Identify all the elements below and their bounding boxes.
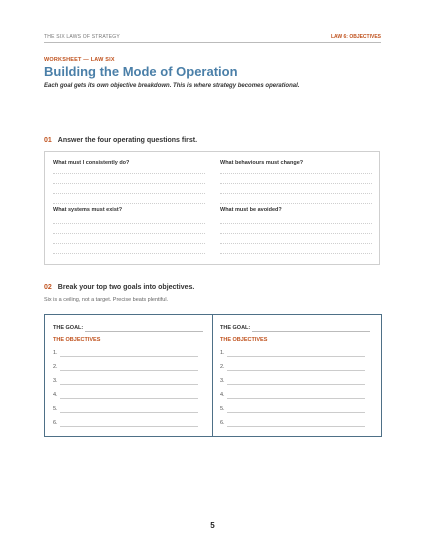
running-header-title: THE SIX LAWS OF STRATEGY <box>44 34 120 40</box>
question-cell-4 <box>220 207 380 213</box>
header-rule <box>44 42 381 43</box>
answer-line[interactable] <box>53 173 205 174</box>
objective-input-line[interactable] <box>227 426 365 427</box>
section-2-title: Break your top two goals into objectives. <box>57 284 195 291</box>
objective-input-line[interactable] <box>227 356 365 357</box>
answer-line[interactable] <box>220 223 372 224</box>
goal-input-line[interactable] <box>252 331 370 332</box>
answer-line[interactable] <box>53 223 205 224</box>
answer-line[interactable] <box>220 233 372 234</box>
answer-line[interactable] <box>53 203 205 204</box>
question-cell-1 <box>53 160 213 166</box>
questions-grid <box>44 151 380 265</box>
question-label-3: What systems must exist? <box>53 207 123 213</box>
objective-number: 5. <box>220 406 225 412</box>
objective-input-line[interactable] <box>227 384 365 385</box>
answer-line[interactable] <box>220 243 372 244</box>
objective-number: 2. <box>220 364 225 370</box>
objective-input-line[interactable] <box>60 398 198 399</box>
question-label-4: What must be avoided? <box>220 207 282 213</box>
section-1-heading <box>44 137 197 144</box>
objective-input-line[interactable] <box>227 370 365 371</box>
section-2-number: 02 <box>44 284 52 291</box>
objective-number: 1. <box>220 350 225 356</box>
objectives-heading: THE OBJECTIVES <box>220 337 268 343</box>
objective-number: 3. <box>220 378 225 384</box>
goals-box <box>44 314 382 437</box>
running-header-section: LAW 6: OBJECTIVES <box>330 34 381 40</box>
goal-input-line[interactable] <box>85 331 203 332</box>
goal-label: THE GOAL: <box>53 325 84 331</box>
goal-column-1 <box>53 315 213 436</box>
worksheet-eyebrow: WORKSHEET — LAW SIX <box>44 57 115 63</box>
section-2-heading <box>44 284 194 291</box>
objective-number: 2. <box>53 364 58 370</box>
answer-line[interactable] <box>220 173 372 174</box>
objective-number: 6. <box>220 420 225 426</box>
objective-input-line[interactable] <box>227 398 365 399</box>
section-1-number: 01 <box>44 137 52 144</box>
answer-line[interactable] <box>53 233 205 234</box>
objective-input-line[interactable] <box>60 356 198 357</box>
question-cell-3 <box>53 207 213 213</box>
answer-line[interactable] <box>220 183 372 184</box>
objective-input-line[interactable] <box>60 384 198 385</box>
answer-line[interactable] <box>53 183 205 184</box>
objective-number: 3. <box>53 378 58 384</box>
answer-line[interactable] <box>220 193 372 194</box>
question-cell-2 <box>220 160 380 166</box>
objective-number: 5. <box>53 406 58 412</box>
objective-input-line[interactable] <box>60 426 198 427</box>
objective-input-line[interactable] <box>60 412 198 413</box>
goal-label: THE GOAL: <box>220 325 251 331</box>
objectives-heading: THE OBJECTIVES <box>53 337 101 343</box>
page-number: 5 <box>210 521 215 530</box>
answer-line[interactable] <box>220 253 372 254</box>
section-2-note: Six is a ceiling, not a target. Precise beats plentiful. <box>44 297 169 303</box>
intro-text: Each goal gets its own objective breakdown. This is where strategy becomes operational. <box>44 83 300 89</box>
objective-number: 4. <box>53 392 58 398</box>
objective-number: 4. <box>220 392 225 398</box>
goal-column-2 <box>220 315 380 436</box>
objective-number: 6. <box>53 420 58 426</box>
section-1-title: Answer the four operating questions first. <box>57 137 198 144</box>
objective-number: 1. <box>53 350 58 356</box>
question-label-2: What behaviours must change? <box>220 160 304 166</box>
answer-line[interactable] <box>53 253 205 254</box>
page-title: Building the Mode of Operation <box>44 64 238 79</box>
question-label-1: What must I consistently do? <box>53 160 130 166</box>
answer-line[interactable] <box>53 243 205 244</box>
objective-input-line[interactable] <box>227 412 365 413</box>
answer-line[interactable] <box>53 193 205 194</box>
objective-input-line[interactable] <box>60 370 198 371</box>
answer-line[interactable] <box>220 203 372 204</box>
